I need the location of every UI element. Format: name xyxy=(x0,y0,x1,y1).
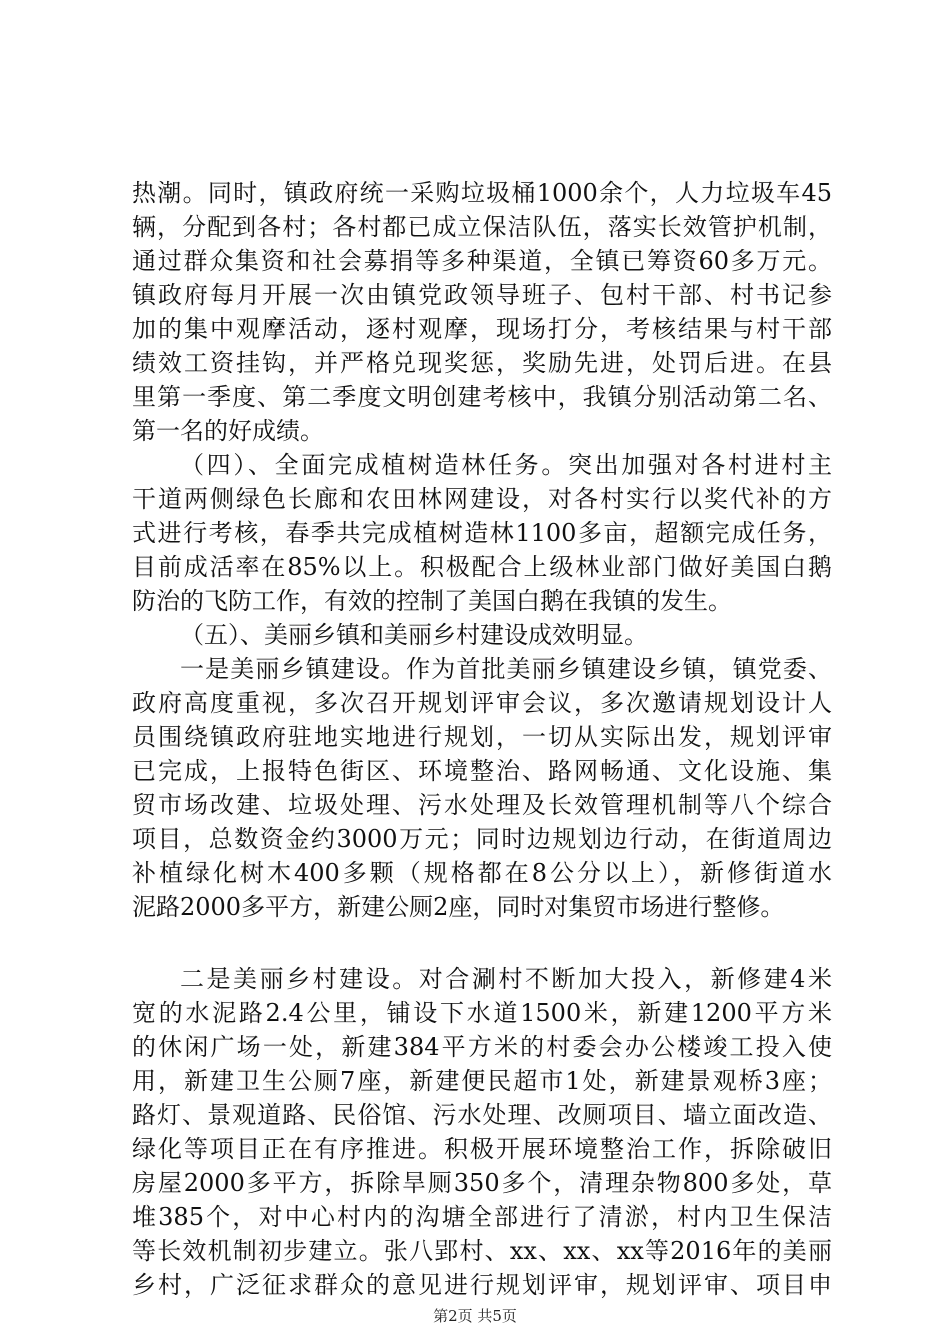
section-heading-4: （四）、全面完成植树造林任务。突出加强对各村进村主 xyxy=(180,451,832,479)
text-line: 式进行考核，春季共完成植树造林1100多亩，超额完成任务， xyxy=(132,519,832,547)
text-line: 用，新建卫生公厕7座，新建便民超市1处，新建景观桥3座； xyxy=(132,1067,832,1095)
text-line: 一是美丽乡镇建设。作为首批美丽乡镇建设乡镇，镇党委、 xyxy=(180,655,832,683)
text-line: 宽的水泥路2.4公里，铺设下水道1500米，新建1200平方米 xyxy=(132,999,832,1027)
text-line: 热潮。同时，镇政府统一采购垃圾桶1000余个，人力垃圾车45 xyxy=(132,179,832,207)
text-line: 辆，分配到各村；各村都已成立保洁队伍，落实长效管护机制， xyxy=(132,213,832,241)
text-line: 等长效机制初步建立。张八郢村、xx、xx、xx等2016年的美丽 xyxy=(132,1237,832,1265)
text-line: 绩效工资挂钩，并严格兑现奖惩，奖励先进，处罚后进。在县 xyxy=(132,349,832,377)
text-line: 镇政府每月开展一次由镇党政领导班子、包村干部、村书记参 xyxy=(132,281,832,309)
text-line: 目前成活率在85%以上。积极配合上级林业部门做好美国白鹅 xyxy=(132,553,832,581)
text-line: 加的集中观摩活动，逐村观摩，现场打分，考核结果与村干部 xyxy=(132,315,832,343)
text-line: 房屋2000多平方，拆除旱厕350多个，清理杂物800多处，草 xyxy=(132,1169,832,1197)
text-line: 路灯、景观道路、民俗馆、污水处理、改厕项目、墙立面改造、 xyxy=(132,1101,832,1129)
text-line: 堆385个，对中心村内的沟塘全部进行了清淤，村内卫生保洁 xyxy=(132,1203,832,1231)
text-line: 贸市场改建、垃圾处理、污水处理及长效管理机制等八个综合 xyxy=(132,791,832,819)
text-line: 项目，总数资金约3000万元；同时边规划边行动，在街道周边 xyxy=(132,825,832,853)
text-line: 已完成，上报特色街区、环境整治、路网畅通、文化设施、集 xyxy=(132,757,832,785)
text-line: 的休闲广场一处，新建384平方米的村委会办公楼竣工投入使 xyxy=(132,1033,832,1061)
text-line: 干道两侧绿色长廊和农田林网建设，对各村实行以奖代补的方 xyxy=(132,485,832,513)
text-line: 通过群众集资和社会募捐等多种渠道，全镇已筹资60多万元。 xyxy=(132,247,832,275)
text-line: 政府高度重视，多次召开规划评审会议，多次邀请规划设计人 xyxy=(132,689,832,717)
section-heading-5: （五）、美丽乡镇和美丽乡村建设成效明显。 xyxy=(180,621,648,649)
text-line: 防治的飞防工作，有效的控制了美国白鹅在我镇的发生。 xyxy=(132,587,732,615)
text-line: 泥路2000多平方，新建公厕2座，同时对集贸市场进行整修。 xyxy=(132,893,785,921)
text-line: 第一名的好成绩。 xyxy=(132,417,324,445)
text-line: 里第一季度、第二季度文明创建考核中，我镇分别活动第二名、 xyxy=(132,383,832,411)
text-line: 员围绕镇政府驻地实地进行规划，一切从实际出发，规划评审 xyxy=(132,723,832,751)
text-line: 绿化等项目正在有序推进。积极开展环境整治工作，拆除破旧 xyxy=(132,1135,832,1163)
text-line: 二是美丽乡村建设。对合涮村不断加大投入，新修建4米 xyxy=(180,965,832,993)
page-number-footer: 第2页 共5页 xyxy=(433,1307,517,1325)
text-line: 补植绿化树木400多颗（规格都在8公分以上），新修街道水 xyxy=(132,859,832,887)
text-line: 乡村，广泛征求群众的意见进行规划评审，规划评审、项目申 xyxy=(132,1271,832,1299)
